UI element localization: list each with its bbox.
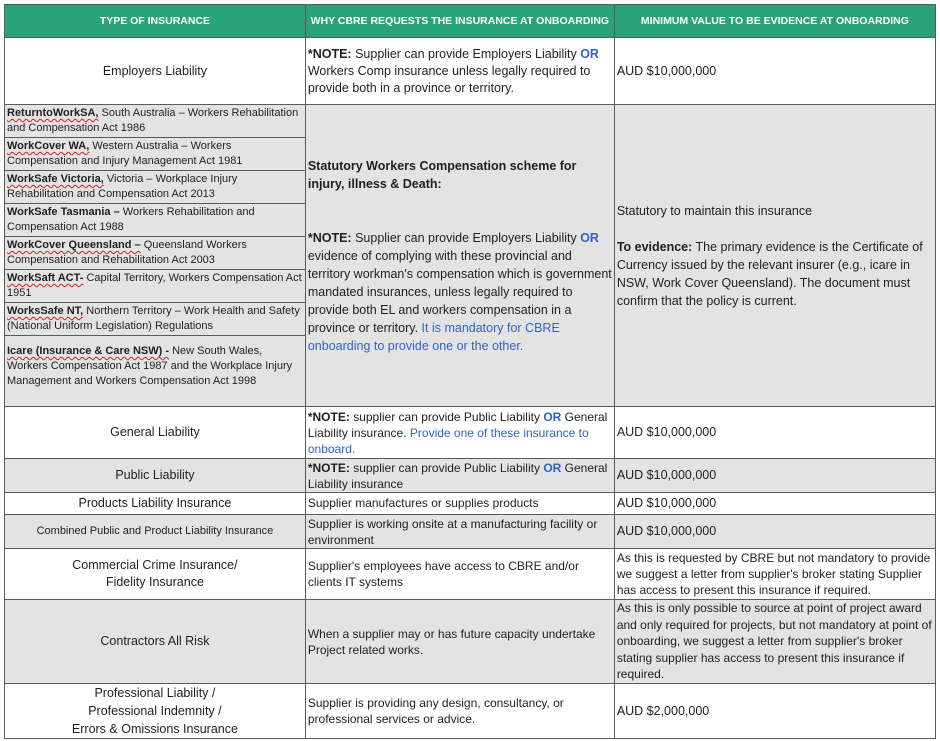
- type-cell: [5, 684, 306, 739]
- min-cell: AUD $10,000,000: [614, 515, 935, 549]
- statutory-heading: Statutory Workers Compensation scheme for injury, illness & Death:: [307, 158, 577, 191]
- note-text-2: evidence of complying with these provincial and territory workman's compensation which is government mandated insurances, unless legally required to provide both EL and workers compensation in a province or territory.: [307, 248, 612, 335]
- min-cell: AUD $10,000,000: [614, 38, 935, 105]
- state-desc: Western Australia – Workers Compensation and Injury Management Act 1981: [7, 140, 243, 167]
- type-line-3: Errors & Omissions Insurance: [71, 722, 238, 736]
- why-cell: [305, 459, 614, 493]
- or-label: OR: [543, 460, 562, 475]
- note-label: *NOTE:: [307, 230, 352, 245]
- state-desc: Workers Rehabilitation and Compensation Act 1988: [7, 206, 255, 233]
- row-statutory: [5, 105, 936, 407]
- state-desc: South Australia – Workers Rehabilitation and Compensation Act 1986: [7, 107, 299, 134]
- type-line-2: Fidelity Insurance: [105, 575, 204, 589]
- or-label: OR: [580, 230, 599, 245]
- evidence-label: To evidence:: [616, 239, 693, 254]
- state-desc: Victoria – Workplace Injury Rehabilitation and Compensation Act 2013: [7, 173, 238, 200]
- state-item: [5, 138, 305, 171]
- state-name: Icare (Insurance & Care NSW) -: [7, 345, 169, 357]
- mandatory-text: It is mandatory for CBRE onboarding to provide one or the other.: [307, 320, 560, 353]
- type-cell: [5, 549, 306, 600]
- state-desc: New South Wales, Workers Compensation Act 1987 and the Workplace Injury Management and Workers Compensation Act 1998: [7, 345, 293, 387]
- why-cell: Supplier is working onsite at a manufacturing facility or environment: [305, 515, 614, 549]
- or-label: OR: [543, 409, 562, 424]
- type-cell: Combined Public and Product Liability Insurance: [5, 515, 306, 549]
- state-item: [5, 204, 305, 237]
- why-cell: [305, 407, 614, 459]
- note-text-2: General Liability insurance.: [307, 409, 608, 440]
- why-cell: [305, 38, 614, 105]
- why-cell: When a supplier may or has future capacity undertake Project related works.: [305, 600, 614, 684]
- note-label: *NOTE:: [307, 409, 350, 424]
- row-products-liability: [5, 493, 936, 515]
- min-cell: AUD $10,000,000: [614, 459, 935, 493]
- header-row: [5, 5, 936, 38]
- type-line-2: Professional Indemnity /: [88, 704, 222, 718]
- statutory-min: Statutory to maintain this insurance: [616, 203, 813, 218]
- type-cell: Public Liability: [5, 459, 306, 493]
- state-item: [5, 237, 305, 270]
- note-label: *NOTE:: [307, 460, 350, 475]
- state-name: WorkCover Queensland –: [7, 239, 141, 251]
- note-text: Supplier can provide Employers Liability: [355, 230, 577, 245]
- why-cell: [305, 105, 614, 407]
- type-cell: Employers Liability: [5, 38, 306, 105]
- state-name: WorkCover WA,: [7, 140, 90, 152]
- onboard-text: Provide one of these insurance to onboard.: [307, 425, 589, 456]
- header-type: TYPE OF INSURANCE: [5, 5, 306, 38]
- state-item: [5, 270, 305, 303]
- state-name: WorksSafe NT,: [7, 305, 84, 317]
- state-desc: Capital Territory, Workers Compensation Act 1951: [7, 272, 302, 299]
- header-why: WHY CBRE REQUESTS THE INSURANCE AT ONBOARDING: [305, 5, 614, 38]
- why-cell: Supplier manufactures or supplies products: [305, 493, 614, 515]
- state-name: ReturntoWorkSA,: [7, 107, 99, 119]
- type-line-1: Professional Liability /: [94, 686, 216, 700]
- insurance-table: [4, 4, 936, 739]
- note-text-2: General Liability insurance: [307, 460, 608, 491]
- state-name: WorkSafe Tasmania –: [7, 206, 120, 218]
- why-cell: Supplier is providing any design, consultancy, or professional services or advice.: [305, 684, 614, 739]
- state-item: [5, 171, 305, 204]
- type-cell: General Liability: [5, 407, 306, 459]
- type-line-1: Commercial Crime Insurance/: [72, 558, 238, 572]
- row-contractors-all-risk: [5, 600, 936, 684]
- note-label: *NOTE:: [307, 46, 352, 61]
- evidence-text: The primary evidence is the Certificate of Currency issued by the relevant insurer (e.g., icare in NSW, Work Cover Queensland). The document must confirm that the policy is current.: [616, 239, 923, 308]
- note-text: Supplier can provide Employers Liability: [355, 46, 577, 61]
- row-combined-liability: [5, 515, 936, 549]
- state-item: [5, 336, 305, 403]
- state-desc: Northern Territory – Work Health and Safety (National Uniform Legislation) Regulations: [7, 305, 300, 332]
- note-text-2: Workers Comp insurance unless legally required to provide both in a province or territory.: [307, 63, 591, 95]
- min-cell: As this is requested by CBRE but not mandatory to provide we suggest a letter from supplier's broker stating Supplier has access to present this insurance if required.: [614, 549, 935, 600]
- state-name: WorkSaft ACT-: [7, 272, 84, 284]
- min-cell: As this is only possible to source at point of project award and only required for projects, but not mandatory at point of onboarding, we suggest a letter from supplier's broker stating supplier has access to present this insurance if required.: [614, 600, 935, 684]
- row-professional-liability: [5, 684, 936, 739]
- row-general-liability: [5, 407, 936, 459]
- row-public-liability: [5, 459, 936, 493]
- note-text: supplier can provide Public Liability: [353, 409, 540, 424]
- min-cell: [614, 105, 935, 407]
- state-name: WorkSafe Victoria,: [7, 173, 104, 185]
- type-cell: Products Liability Insurance: [5, 493, 306, 515]
- why-cell: Supplier's employees have access to CBRE and/or clients IT systems: [305, 549, 614, 600]
- state-list-cell: [5, 105, 306, 407]
- min-cell: AUD $2,000,000: [614, 684, 935, 739]
- state-item: [5, 105, 305, 138]
- state-desc: Queensland Workers Compensation and Rehabilitation Act 2003: [7, 239, 247, 266]
- state-item: [5, 303, 305, 336]
- note-text: supplier can provide Public Liability: [353, 460, 540, 475]
- or-label: OR: [580, 46, 599, 61]
- min-cell: AUD $10,000,000: [614, 407, 935, 459]
- type-cell: Contractors All Risk: [5, 600, 306, 684]
- row-employers-liability: [5, 38, 936, 105]
- header-min: MINIMUM VALUE TO BE EVIDENCE AT ONBOARDING: [614, 5, 935, 38]
- row-commercial-crime: [5, 549, 936, 600]
- min-cell: AUD $10,000,000: [614, 493, 935, 515]
